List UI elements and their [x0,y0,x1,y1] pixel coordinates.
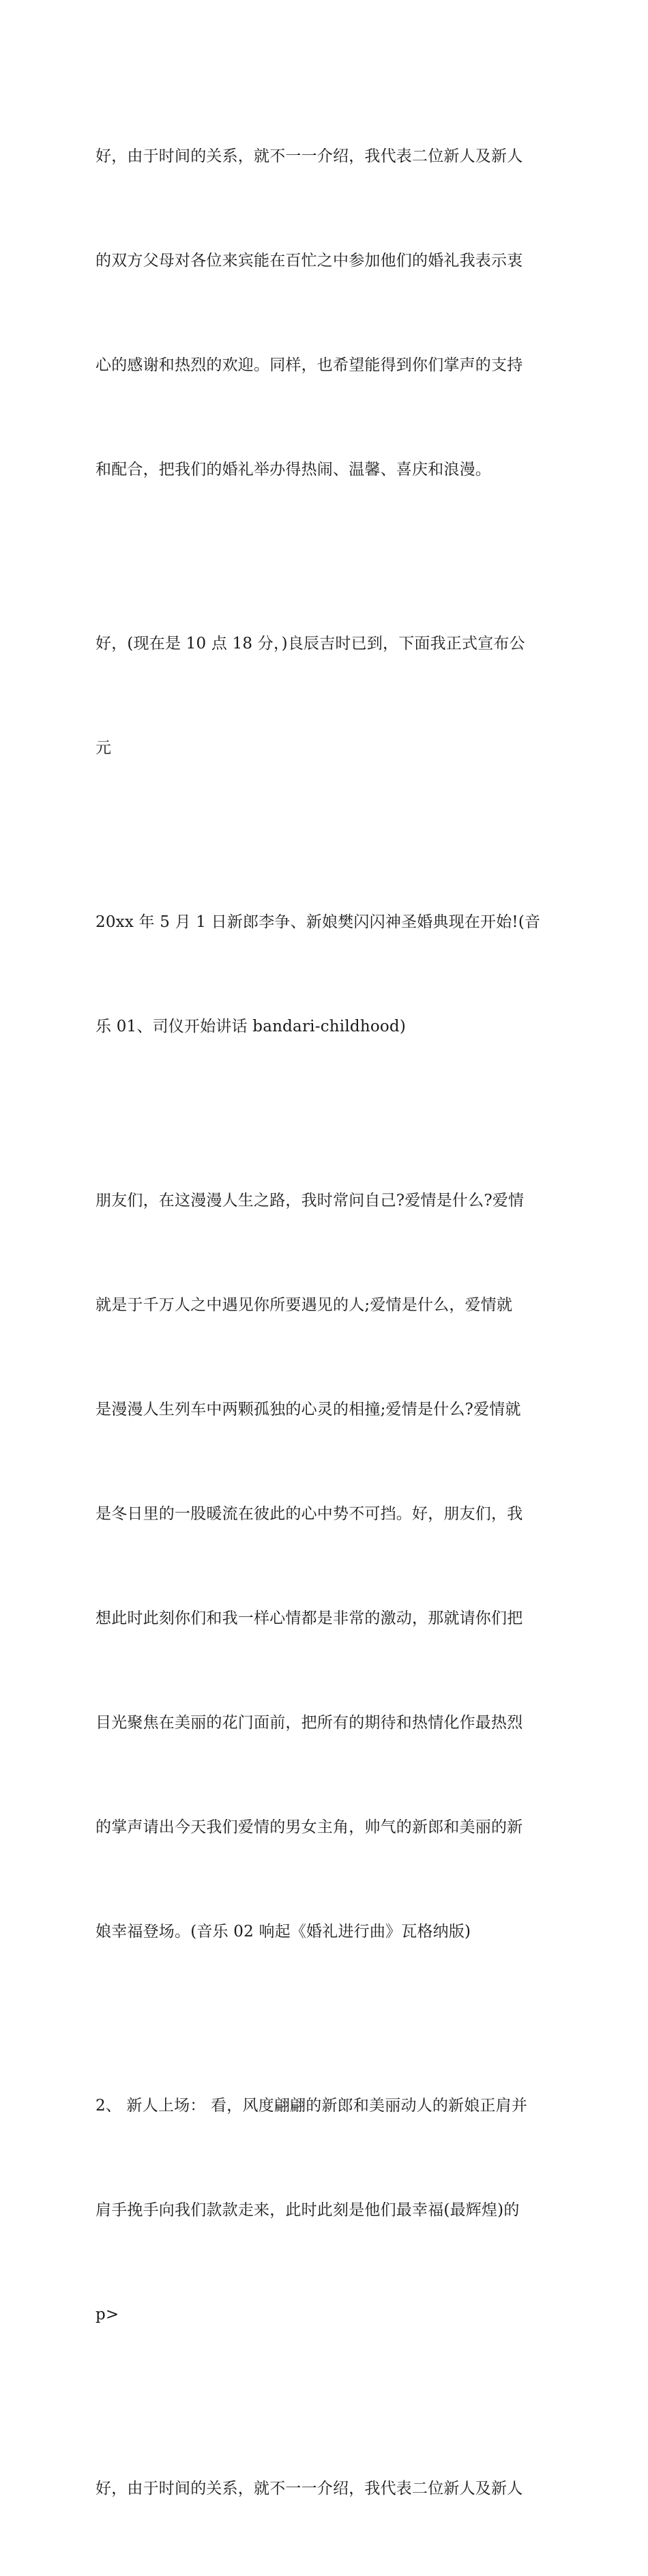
text-line: 的掌声请出今天我们爱情的男女主角，帅气的新郎和美丽的新 [95,1818,523,1836]
paragraph-thanks-repeat [95,2402,559,2576]
text-line: 元 [95,739,112,757]
text-line: 目光聚焦在美丽的花门面前，把所有的期待和热情化作最热烈 [95,1714,523,1732]
text-line: 好，由于时间的关系，就不一一介绍，我代表二位新人及新人 [95,147,523,165]
paragraph-ceremony-start [95,835,559,1114]
paragraph-newlyweds-entrance [95,2019,559,2402]
text-line: 是冬日里的一股暖流在彼此的心中势不可挡。好，朋友们，我 [95,1505,523,1523]
text-line: 心的感谢和热烈的欢迎。同样，也希望能得到你们掌声的支持 [95,356,523,374]
text-line: 是漫漫人生列车中两颗孤独的心灵的相撞;爱情是什么?爱情就 [95,1401,521,1418]
text-line: 好，由于时间的关系，就不一一介绍，我代表二位新人及新人 [95,2480,523,2498]
text-line: 好，(现在是 10 点 18 分，)良辰吉时已到，下面我正式宣布公 [95,635,525,653]
text-line: 的双方父母对各位来宾能在百忙之中参加他们的婚礼我表示衷 [95,252,523,270]
text-line: 肩手挽手向我们款款走来，此时此刻是他们最幸福(最辉煌)的 [95,2201,520,2219]
document-body [95,70,559,2576]
text-line: 朋友们，在这漫漫人生之路，我时常问自己?爱情是什么?爱情 [95,1192,525,1210]
text-line: 乐 01、司仪开始讲话 bandari-childhood) [95,1018,407,1035]
paragraph-thanks [95,70,559,557]
paragraph-love-speech [95,1114,559,2019]
text-line: 娘幸福登场。(音乐 02 响起《婚礼进行曲》瓦格纳版) [95,1923,471,1941]
text-line: 2、 新人上场： 看，风度翩翩的新郎和美丽动人的新娘正肩并 [95,2097,528,2115]
text-line: 20xx 年 5 月 1 日新郎李争、新娘樊闪闪神圣婚典现在开始!(音 [95,913,541,931]
text-line: p> [95,2306,119,2323]
text-line: 和配合，把我们的婚礼举办得热闹、温馨、喜庆和浪漫。 [95,461,491,478]
text-line: 就是于千万人之中遇见你所要遇见的人;爱情是什么，爱情就 [95,1296,513,1314]
paragraph-announcement [95,557,559,835]
text-line: 想此时此刻你们和我一样心情都是非常的激动，那就请你们把 [95,1609,523,1627]
